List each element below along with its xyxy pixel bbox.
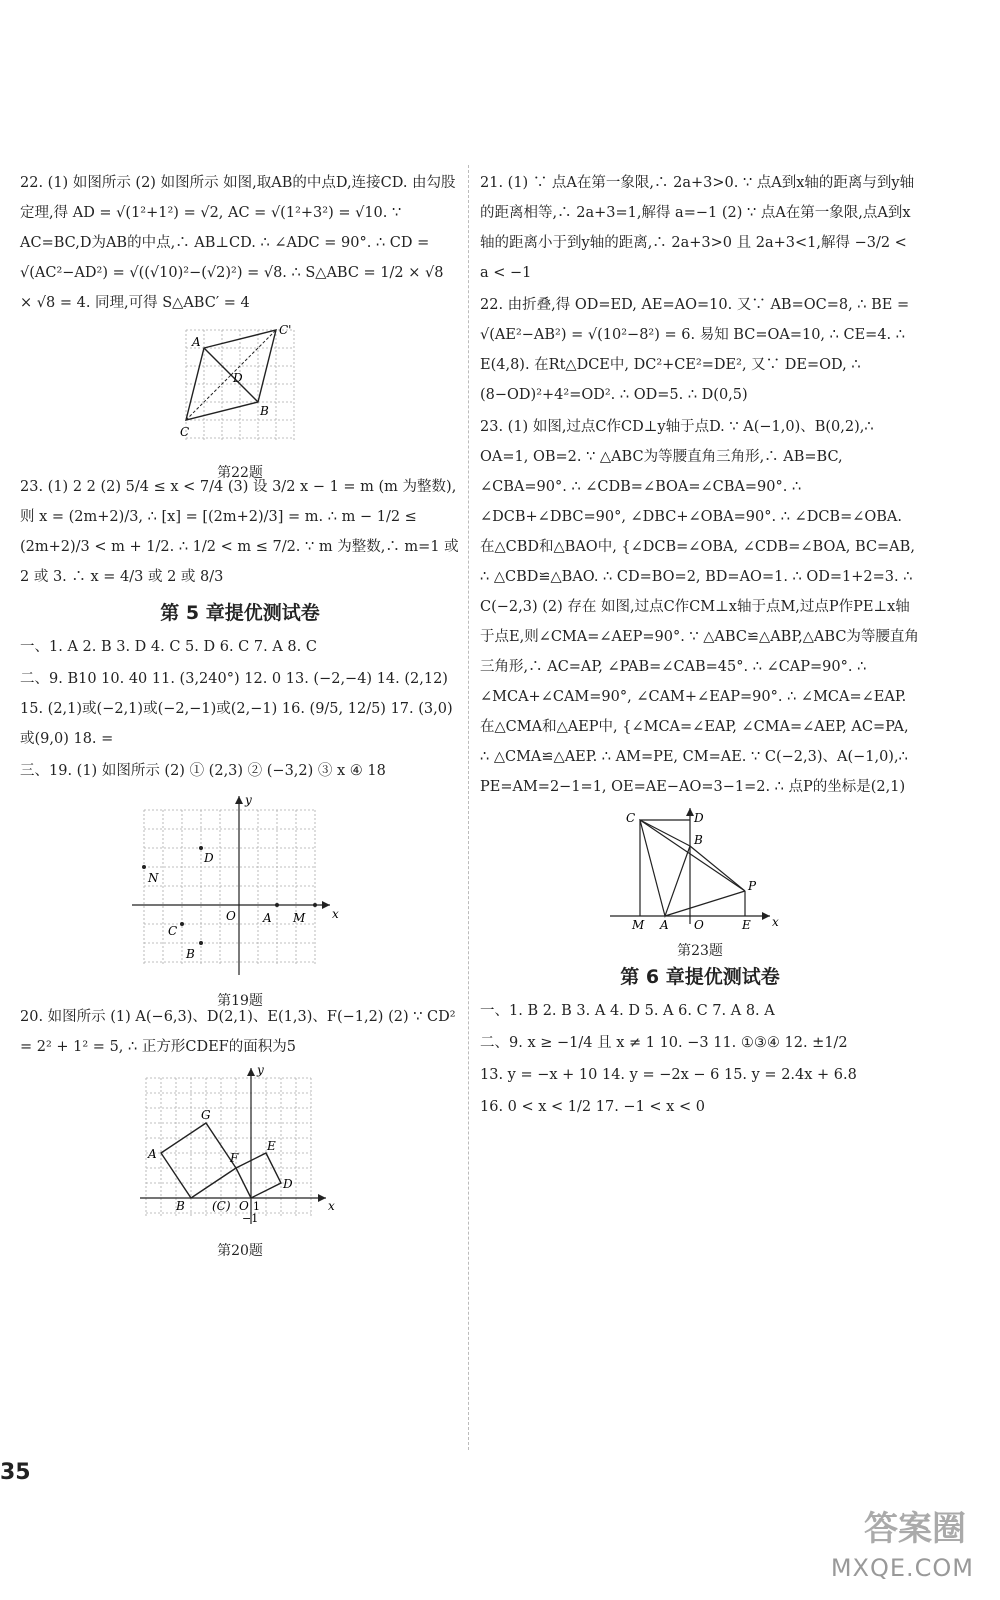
figure-23	[480, 806, 920, 959]
fig22-label-c1: C'	[279, 323, 292, 337]
fig20-label-f: F	[230, 1151, 239, 1165]
figure-23-graphic	[480, 806, 920, 930]
figure-20-caption: 第20题	[217, 1243, 263, 1259]
fig22-label-c: C	[180, 425, 190, 439]
answer-q23-left: 23. (1) 2 2 (2) 5/4 ≤ x < 7/4 (3) 设 3/2 x − 1 = m (m 为整数),则 x = (2m+2)/3, ∴ [x] = [(2m+2)/3] = m. ∴ m − 1/2 ≤ (2m+2)/3 < m + 1/2. ∴ 1/2 < m ≤ 7/2. ∵ m 为整数,∴ m=1 或 2 或 3. ∴ x = 4/3 或 2 或 8/3	[20, 479, 459, 585]
fig20-label-1: 1	[253, 1200, 260, 1213]
fig19-label-n: N	[148, 871, 159, 885]
fig23-label-o: O	[694, 918, 704, 930]
fig23-label-m: M	[632, 918, 645, 930]
fig19-label-m: M	[293, 911, 306, 925]
figure-20	[20, 1066, 460, 1259]
fig19-label-d: D	[204, 851, 214, 865]
fig20-label-x: x	[328, 1199, 335, 1213]
fig23-label-b: B	[694, 833, 703, 847]
fig20-label-a: A	[148, 1147, 157, 1161]
fig19-label-a: A	[263, 911, 272, 925]
figure-22-caption: 第22题	[217, 465, 263, 481]
figure-19-caption: 第19题	[217, 993, 263, 1009]
answer-q20: 20. 如图所示 (1) A(−6,3)、D(2,1)、E(1,3)、F(−1,2) (2) ∵ CD² = 2² + 1² = 5, ∴ 正方形CDEF的面积为5	[20, 1009, 456, 1055]
section-5-fill-answers: 二、9. B10 10. 40 11. (3,240°) 12. 0 13. (−2,−4) 14. (2,12) 15. (2,1)或(−2,1)或(−2,−1)或(2,−1) 16. (9/5, 12/5) 17. (3,0)或(9,0) 18. =	[20, 671, 453, 747]
watermark-url: MXQE.COM	[830, 1554, 974, 1582]
fig23-label-a: A	[660, 918, 669, 930]
fig20-label-o: O	[239, 1199, 249, 1213]
figure-22-graphic	[20, 322, 460, 452]
section-5-title: 第 5 章提优测试卷	[160, 602, 320, 624]
fig19-label-o: O	[226, 909, 236, 923]
figure-22	[20, 322, 460, 481]
figure-20-graphic	[20, 1066, 460, 1230]
fig20-label-e: E	[267, 1139, 276, 1153]
fig19-label-x: x	[332, 907, 339, 921]
left-column	[20, 168, 460, 1259]
figure-19-graphic	[20, 790, 460, 980]
fig23-label-e: E	[742, 918, 751, 930]
section-6-fill-answers-1: 二、9. x ≥ −1/4 且 x ≠ 1 10. −3 11. ①③④ 12. ±1/2	[480, 1035, 848, 1051]
fig23-label-c: C	[626, 811, 636, 825]
section-6-title: 第 6 章提优测试卷	[620, 966, 780, 988]
answer-q21: 21. (1) ∵ 点A在第一象限,∴ 2a+3>0. ∵ 点A到x轴的距离与到y轴的距离相等,∴ 2a+3=1,解得 a=−1 (2) ∵ 点A在第一象限,点A到x轴的距离小于到y轴的距离,∴ 2a+3>0 且 2a+3<1,解得 −3/2 < a < −1	[480, 175, 915, 281]
fig19-label-c: C	[168, 924, 178, 938]
fig22-label-b: B	[260, 404, 269, 418]
figure-23-caption: 第23题	[677, 943, 723, 959]
fig20-label-g: G	[201, 1108, 211, 1122]
section-6-fill-answers-3: 16. 0 < x < 1/2 17. −1 < x < 0	[480, 1099, 705, 1115]
fig19-label-b: B	[186, 947, 195, 961]
fig23-label-d: D	[694, 811, 704, 825]
watermark-logo: 答案圈	[864, 1509, 966, 1549]
figure-19	[20, 790, 460, 1009]
fig20-label-neg1: −1	[242, 1212, 259, 1225]
section-5-q19: 三、19. (1) 如图所示 (2) ① (2,3) ② (−3,2) ③ x ④ 18	[20, 763, 386, 779]
fig22-label-d: D	[233, 371, 243, 385]
fig20-label-b: B	[176, 1199, 185, 1213]
fig23-label-x: x	[772, 915, 779, 929]
section-6-choice-answers: 一、1. B 2. B 3. A 4. D 5. A 6. C 7. A 8. A	[480, 1003, 775, 1019]
answer-q22-right: 22. 由折叠,得 OD=ED, AE=AO=10. 又∵ AB=OC=8, ∴ BE = √(AE²−AB²) = √(10²−8²) = 6. 易知 BC=OA=10, ∴ CE=4. ∴ E(4,8). 在Rt△DCE中, DC²+CE²=DE², 又∵ DE=OD, ∴ (8−OD)²+4²=OD². ∴ OD=5. ∴ D(0,5)	[480, 297, 910, 403]
fig19-label-y: y	[245, 793, 252, 807]
answer-q22-left: 22. (1) 如图所示 (2) 如图所示 如图,取AB的中点D,连接CD. 由勾股定理,得 AD = √(1²+1²) = √2, AC = √(1²+3²) = √10. ∵ AC=BC,D为AB的中点,∴ AB⊥CD. ∴ ∠ADC = 90°. ∴ CD = √(AC²−AD²) = √((√10)²−(√2)²) = √8. ∴ S△ABC = 1/2 × √8 × √8 = 4. 同理,可得 S△ABC′ = 4	[20, 175, 456, 311]
fig20-label-c: (C)	[212, 1199, 231, 1213]
page-number: 35	[0, 1460, 31, 1485]
section-6-fill-answers-2: 13. y = −x + 10 14. y = −2x − 6 15. y = 2.4x + 6.8	[480, 1067, 857, 1083]
fig22-label-a: A	[192, 335, 201, 349]
fig20-label-d: D	[283, 1177, 293, 1191]
answer-q23-right: 23. (1) 如图,过点C作CD⊥y轴于点D. ∵ A(−1,0)、B(0,2),∴ OA=1, OB=2. ∵ △ABC为等腰直角三角形,∴ AB=BC, ∠CBA=90°. ∴ ∠CDB=∠BOA=∠CBA=90°. ∴ ∠DCB+∠DBC=90°, ∠DBC+∠OBA=90°. ∴ ∠DCB=∠OBA. 在△CBD和△BAO中, {∠DCB=∠OBA, ∠CDB=∠BOA, BC=AB, ∴ △CBD≌△BAO. ∴ CD=BO=2, BD=AO=1. ∴ OD=1+2=3. ∴ C(−2,3) (2) 存在 如图,过点C作CM⊥x轴于点M,过点P作PE⊥x轴于点E,则∠CMA=∠AEP=90°. ∵ △ABC≌△ABP,△ABC为等腰直角三角形,∴ AC=AP, ∠PAB=∠CAB=45°. ∴ ∠CAP=90°. ∴ ∠MCA+∠CAM=90°, ∠CAM+∠EAP=90°. ∴ ∠MCA=∠EAP. 在△CMA和△AEP中, {∠MCA=∠EAP, ∠CMA=∠AEP, AC=PA, ∴ △CMA≌△AEP. ∴ AM=PE, CM=AE. ∵ C(−2,3)、A(−1,0),∴ PE=AM=2−1=1, OE=AE−AO=3−1=2. ∴ 点P的坐标是(2,1)	[480, 419, 919, 795]
right-column	[480, 168, 920, 1124]
column-divider	[468, 165, 469, 1450]
fig23-label-p: P	[748, 879, 757, 893]
fig20-label-y: y	[257, 1066, 264, 1077]
section-5-choice-answers: 一、1. A 2. B 3. D 4. C 5. D 6. C 7. A 8. C	[20, 639, 317, 655]
